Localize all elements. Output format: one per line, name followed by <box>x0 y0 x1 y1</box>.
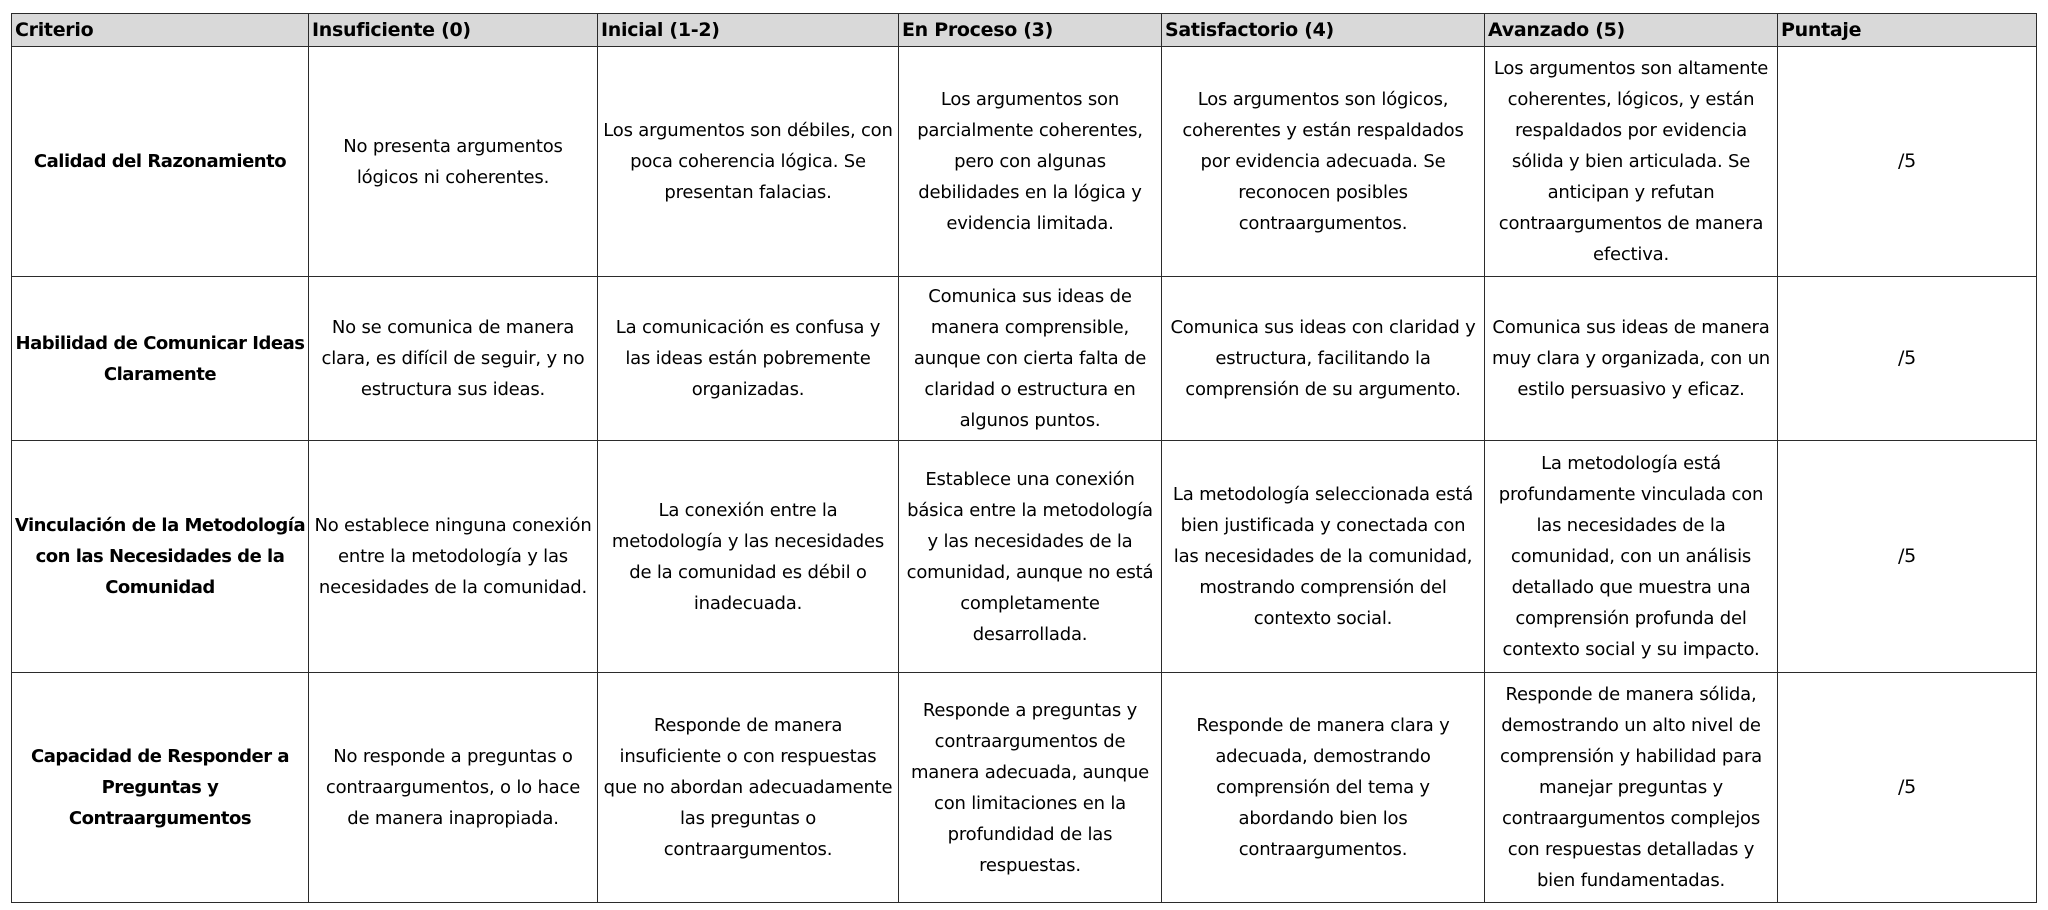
criterion-cell: Calidad del Razonamiento <box>12 47 309 277</box>
header-en-proceso: En Proceso (3) <box>899 14 1162 47</box>
criterion-cell: Habilidad de Comunicar Ideas Claramente <box>12 277 309 441</box>
en-proceso-cell: Comunica sus ideas de manera comprensible, aunque con cierta falta de claridad o estructura en algunos puntos. <box>899 277 1162 441</box>
insuficiente-cell: No establece ninguna conexión entre la metodología y las necesidades de la comunidad. <box>309 441 598 673</box>
header-row <box>12 14 2037 47</box>
insuficiente-cell: No se comunica de manera clara, es difícil de seguir, y no estructura sus ideas. <box>309 277 598 441</box>
satisfactorio-cell: Los argumentos son lógicos, coherentes y están respaldados por evidencia adecuada. Se reconocen posibles contraargumentos. <box>1162 47 1485 277</box>
criterion-cell: Capacidad de Responder a Preguntas y Contraargumentos <box>12 673 309 903</box>
satisfactorio-cell: La metodología seleccionada está bien justificada y conectada con las necesidades de la comunidad, mostrando comprensión del contexto social. <box>1162 441 1485 673</box>
insuficiente-cell: No responde a preguntas o contraargumentos, o lo hace de manera inapropiada. <box>309 673 598 903</box>
puntaje-cell[interactable]: /5 <box>1778 47 2037 277</box>
puntaje-cell[interactable]: /5 <box>1778 277 2037 441</box>
en-proceso-cell: Establece una conexión básica entre la metodología y las necesidades de la comunidad, aunque no está completamente desarrollada. <box>899 441 1162 673</box>
puntaje-cell[interactable]: /5 <box>1778 441 2037 673</box>
inicial-cell: Los argumentos son débiles, con poca coherencia lógica. Se presentan falacias. <box>598 47 899 277</box>
table-row <box>12 441 2037 673</box>
inicial-cell: Responde de manera insuficiente o con respuestas que no abordan adecuadamente las preguntas o contraargumentos. <box>598 673 899 903</box>
table-row <box>12 673 2037 903</box>
header-inicial: Inicial (1-2) <box>598 14 899 47</box>
header-puntaje: Puntaje <box>1778 14 2037 47</box>
header-insuficiente: Insuficiente (0) <box>309 14 598 47</box>
insuficiente-cell: No presenta argumentos lógicos ni coherentes. <box>309 47 598 277</box>
inicial-cell: La conexión entre la metodología y las necesidades de la comunidad es débil o inadecuada. <box>598 441 899 673</box>
table-row <box>12 47 2037 277</box>
avanzado-cell: Responde de manera sólida, demostrando un alto nivel de comprensión y habilidad para manejar preguntas y contraargumentos complejos con respuestas detalladas y bien fundamentadas. <box>1485 673 1778 903</box>
rubric-sheet <box>11 13 2036 901</box>
header-avanzado: Avanzado (5) <box>1485 14 1778 47</box>
avanzado-cell: La metodología está profundamente vinculada con las necesidades de la comunidad, con un análisis detallado que muestra una comprensión profunda del contexto social y su impacto. <box>1485 441 1778 673</box>
table-row <box>12 277 2037 441</box>
en-proceso-cell: Los argumentos son parcialmente coherentes, pero con algunas debilidades en la lógica y evidencia limitada. <box>899 47 1162 277</box>
avanzado-cell: Comunica sus ideas de manera muy clara y organizada, con un estilo persuasivo y eficaz. <box>1485 277 1778 441</box>
header-criterio: Criterio <box>12 14 309 47</box>
puntaje-cell[interactable]: /5 <box>1778 673 2037 903</box>
en-proceso-cell: Responde a preguntas y contraargumentos de manera adecuada, aunque con limitaciones en la profundidad de las respuestas. <box>899 673 1162 903</box>
inicial-cell: La comunicación es confusa y las ideas están pobremente organizadas. <box>598 277 899 441</box>
avanzado-cell: Los argumentos son altamente coherentes, lógicos, y están respaldados por evidencia sólida y bien articulada. Se anticipan y refutan contraargumentos de manera efectiva. <box>1485 47 1778 277</box>
satisfactorio-cell: Responde de manera clara y adecuada, demostrando comprensión del tema y abordando bien los contraargumentos. <box>1162 673 1485 903</box>
satisfactorio-cell: Comunica sus ideas con claridad y estructura, facilitando la comprensión de su argumento. <box>1162 277 1485 441</box>
header-satisfactorio: Satisfactorio (4) <box>1162 14 1485 47</box>
rubric-table <box>11 13 2037 903</box>
criterion-cell: Vinculación de la Metodología con las Necesidades de la Comunidad <box>12 441 309 673</box>
